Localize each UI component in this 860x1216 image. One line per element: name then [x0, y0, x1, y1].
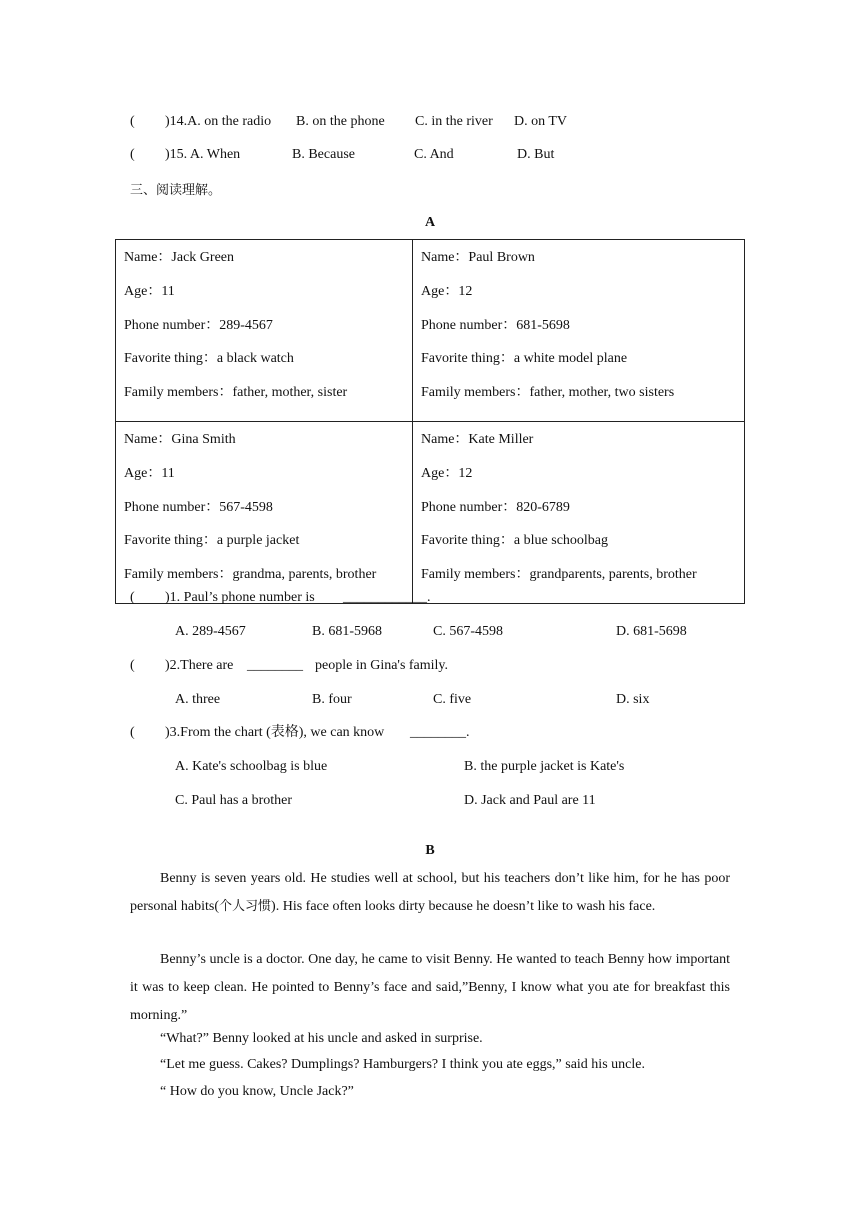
- option-c: C. in the river: [415, 114, 493, 129]
- part-b-title: B: [425, 843, 435, 858]
- table-row: [116, 421, 745, 603]
- answer-blank: ________: [247, 658, 303, 673]
- name-line: Name：Kate Miller: [421, 431, 534, 447]
- answer-paren: (: [130, 114, 135, 129]
- info-table: [115, 239, 745, 604]
- phone-line: Phone number：820-6789: [421, 499, 570, 515]
- option-c: C. Paul has a brother: [175, 793, 293, 808]
- family-line: Family members：father, mother, two sisters: [421, 385, 675, 401]
- section-heading: 三、阅读理解。: [130, 183, 222, 198]
- passage-paragraph-4: “Let me guess. Cakes? Dumplings? Hamburgers? I think you ate eggs,” said his uncle.: [160, 1057, 645, 1072]
- age-line: Age：12: [421, 283, 473, 299]
- person-card: [413, 240, 745, 422]
- favorite-thing-line: Favorite thing：a blue schoolbag: [421, 533, 609, 549]
- name-line: Name：Gina Smith: [124, 431, 236, 447]
- part-a-title: A: [424, 215, 436, 230]
- person-card: [116, 240, 413, 422]
- passage-paragraph-1: [130, 865, 730, 921]
- option-c: C. And: [414, 147, 454, 162]
- favorite-thing-line: Favorite thing：a purple jacket: [124, 533, 300, 549]
- phone-line: Phone number：567-4598: [124, 499, 273, 515]
- age-line: Age：12: [421, 465, 473, 481]
- phone-line: Phone number：681-5698: [421, 317, 570, 333]
- age-line: Age：11: [124, 283, 175, 299]
- passage-text: Benny is seven years old. He studies well at school, but his teachers don’t like him, for he has poor personal habits(: [130, 871, 730, 914]
- answer-paren: (: [130, 725, 135, 740]
- question-stem: )3.From the chart (表格), we can know: [165, 725, 385, 740]
- family-line: Family members：grandparents, parents, brother: [421, 567, 697, 583]
- option-a: A. 289-4567: [175, 624, 246, 639]
- option-d: D. on TV: [514, 114, 568, 129]
- option-d: D. 681-5698: [616, 624, 687, 639]
- answer-blank: ________.: [410, 725, 470, 740]
- option-b: B. the purple jacket is Kate's: [464, 759, 625, 774]
- passage-paragraph-3: “What?” Benny looked at his uncle and asked in surprise.: [160, 1031, 483, 1046]
- option-b: B. on the phone: [296, 114, 385, 129]
- option-d: D. six: [616, 692, 650, 707]
- age-line: Age：11: [124, 465, 175, 481]
- option-d: D. Jack and Paul are 11: [464, 793, 596, 808]
- question-stem: )2.There are: [165, 658, 234, 673]
- question-stem: )14.A. on the radio: [165, 114, 272, 129]
- option-b: B. 681-5968: [312, 624, 382, 639]
- option-b: B. Because: [292, 147, 355, 162]
- passage-paragraph-2: Benny’s uncle is a doctor. One day, he came to visit Benny. He wanted to teach Benny how important it was to keep clean. He pointed to Benny’s face and said,”Benny, I know what you ate for breakfast this morning.”: [130, 952, 730, 1023]
- option-c: C. five: [433, 692, 472, 707]
- favorite-thing-line: Favorite thing：a white model plane: [421, 351, 628, 367]
- option-b: B. four: [312, 692, 352, 707]
- answer-paren: (: [130, 590, 135, 605]
- question-stem: )15. A. When: [165, 147, 241, 162]
- person-card: [116, 421, 413, 603]
- family-line: Family members：grandma, parents, brother: [124, 567, 377, 583]
- favorite-thing-line: Favorite thing：a black watch: [124, 351, 294, 367]
- question-stem-tail: people in Gina's family.: [315, 658, 449, 673]
- name-line: Name：Paul Brown: [421, 250, 535, 265]
- chinese-gloss: 个人习惯: [219, 899, 272, 914]
- passage-paragraph-5: “ How do you know, Uncle Jack?”: [160, 1084, 354, 1099]
- option-d: D. But: [517, 147, 555, 162]
- name-line: Name：Jack Green: [124, 250, 235, 265]
- question-stem: )1. Paul’s phone number is: [165, 590, 315, 605]
- family-line: Family members：father, mother, sister: [124, 385, 348, 401]
- person-card: [413, 421, 745, 603]
- answer-paren: (: [130, 658, 135, 673]
- phone-line: Phone number：289-4567: [124, 317, 273, 333]
- option-a: A. three: [175, 692, 221, 707]
- option-c: C. 567-4598: [433, 624, 503, 639]
- option-a: A. Kate's schoolbag is blue: [175, 759, 328, 774]
- table-row: [116, 240, 745, 422]
- answer-blank: ____________.: [343, 590, 431, 605]
- answer-paren: (: [130, 147, 135, 162]
- passage-text: ). His face often looks dirty because he doesn’t like to wash his face.: [271, 899, 656, 914]
